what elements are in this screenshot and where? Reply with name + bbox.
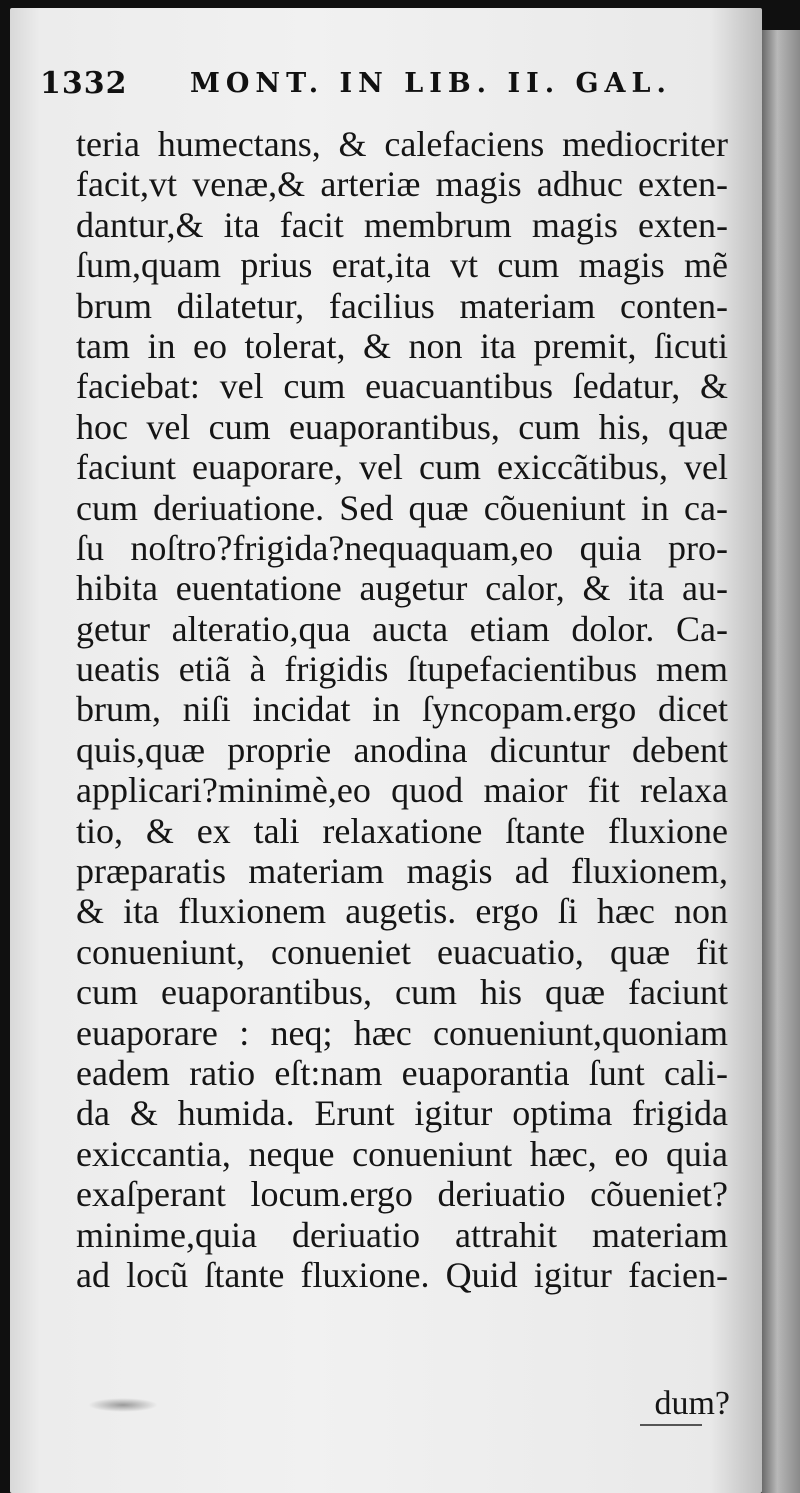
text-line: getur alteratio,qua aucta etiam dolor. Ca-: [76, 608, 728, 649]
running-head: [40, 66, 680, 116]
text-line: ſum,quam prius erat,ita vt cum magis mẽ: [76, 245, 728, 286]
text-line: quis,quæ proprie anodina dicuntur debent: [76, 729, 728, 770]
text-line: brum dilatetur, facilius materiam conten-: [76, 285, 728, 326]
text-line: exaſperant locum.ergo deriuatio cõueniet?: [76, 1174, 728, 1215]
text-line: conueniunt, conueniet euacuatio, quæ fit: [76, 931, 728, 972]
text-line: ad locũ ſtante fluxione. Quid igitur facien-: [76, 1254, 728, 1295]
text-line: faciunt euaporare, vel cum exiccãtibus, vel: [76, 447, 728, 488]
text-line: eadem ratio eſt:nam euaporantia ſunt cali-: [76, 1052, 728, 1093]
text-line: euaporare : neq; hæc conueniunt,quoniam: [76, 1012, 728, 1053]
text-line: præparatis materiam magis ad fluxionem,: [76, 851, 728, 892]
body-text: [76, 124, 736, 1295]
page-number: 1332: [40, 66, 128, 101]
next-page-edge: [762, 30, 800, 1493]
text-line: dantur,& ita facit membrum magis exten-: [76, 204, 728, 245]
text-line: ueatis etiã à frigidis ſtupefacientibus mem: [76, 649, 728, 690]
text-line: hibita euentatione augetur calor, & ita au-: [76, 568, 728, 609]
text-line: cum deriuatione. Sed quæ cõueniunt in ca-: [76, 487, 728, 528]
text-line: tam in eo tolerat, & non ita premit, ſicuti: [76, 325, 728, 366]
text-line: faciebat: vel cum euacuantibus ſedatur, &: [76, 366, 728, 407]
text-line: brum, niſi incidat in ſyncopam.ergo dicet: [76, 689, 728, 730]
ink-smudge: [88, 1398, 158, 1412]
text-line: exiccantia, neque conueniunt hæc, eo quia: [76, 1133, 728, 1174]
text-line: minime,quia deriuatio attrahit materiam: [76, 1214, 728, 1255]
running-head-title: MONT. IN LIB. II. GAL.: [190, 68, 672, 99]
text-line: hoc vel cum euaporantibus, cum his, quæ: [76, 406, 728, 447]
text-line: cum euaporantibus, cum his quæ faciunt: [76, 972, 728, 1013]
text-line: applicari?minimè,eo quod maior fit relaxa: [76, 770, 728, 811]
catchword: dum?: [654, 1385, 730, 1422]
catchword-rule: [640, 1424, 702, 1426]
text-line: ſu noſtro?frigida?nequaquam,eo quia pro-: [76, 527, 728, 568]
text-line: & ita fluxionem augetis. ergo ſi hæc non: [76, 891, 728, 932]
text-line: teria humectans, & calefaciens mediocriter: [76, 124, 728, 164]
text-line: tio, & ex tali relaxatione ſtante fluxione: [76, 810, 728, 851]
text-line: facit,vt venæ,& arteriæ magis adhuc exten-: [76, 164, 728, 205]
text-line: da & humida. Erunt igitur optima frigida: [76, 1093, 728, 1134]
